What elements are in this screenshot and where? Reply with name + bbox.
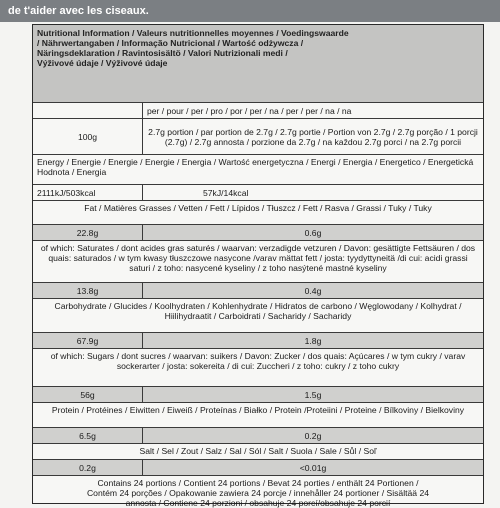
salt-per-100g: 0.2g <box>33 460 143 475</box>
protein-name: Protein / Protéines / Eiwitten / Eiweiß / Proteínas / Białko / Protein /Proteiini / Proteine / Bílkoviny / Bielkoviny <box>33 402 483 427</box>
footer-line: Contains 24 portions / Contient 24 portions / Bevat 24 porties / enthält 24 Portionen / <box>97 478 419 488</box>
sugars-per-portion: 1.5g <box>304 389 322 400</box>
footer-line: annosta / Contiene 24 porzioni / obsahuje 24 porcí/obsahuje 24 porcií <box>125 498 391 508</box>
per-left-cell <box>33 103 143 118</box>
energy-per-100g: 2111kJ/503kcal <box>33 185 143 200</box>
serving-size-row <box>33 118 483 154</box>
carbs-per-100g: 67.9g <box>33 333 143 348</box>
fat-per-portion: 0.6g <box>304 227 322 238</box>
protein-per-portion: 0.2g <box>304 430 322 441</box>
header-line: Výživové údaje / Výživové údaje <box>37 58 168 68</box>
sugars-name: of which: Sugars / dont sucres / waarvan: suikers / Davon: Zucker / dos quais: Açúcares / w tym cukry / varav sockerarter / josta: sokereita / di cui: Zuccheri / z toho: cukry / z toho cukry <box>33 348 483 386</box>
per-text: per / pour / per / pro / por / per / na / per / per / na / na <box>147 105 352 116</box>
saturates-per-portion: 0.4g <box>304 285 322 296</box>
per-row <box>33 102 483 118</box>
energy-per-portion: 57kJ/14kcal <box>203 187 249 198</box>
header-line: Nutritional Information / Valeurs nutritionnelles moyennes / Voedingswaarde <box>37 28 349 38</box>
sugars-values <box>33 386 483 402</box>
nutrition-table <box>32 24 484 508</box>
size-100g: 100g <box>33 119 143 154</box>
portions-footer <box>33 475 483 508</box>
header-line: / Nährwertangaben / Informação Nutricional / Wartość odżywcza / <box>37 38 304 48</box>
salt-name: Salt / Sel / Zout / Salz / Sal / Sól / Salt / Suola / Sale / Sůl / Soľ <box>33 443 483 459</box>
footer-line: Contém 24 porções / Opakowanie zawiera 24 porcje / innehåller 24 portioner / Sisältää 24 <box>86 488 430 498</box>
saturates-name: of which: Saturates / dont acides gras saturés / waarvan: verzadigde vetzuren / Davon: gesättigte Fettsäuren / dos quais: saturados / w tym kwasy tłuszczowe nasycone /varav mättat fett / josta: tyydyttyneitä /di cui: acidi grassi saturi / z toho: nasycené kyseliny / z toho nasýtené mastné kyseliny <box>33 240 483 282</box>
protein-per-100g: 6.5g <box>33 428 143 443</box>
carbs-values <box>33 332 483 348</box>
header-line: Näringsdeklaration / Ravintosisältö / Valori Nutrizionali medi / <box>37 48 288 58</box>
protein-values <box>33 427 483 443</box>
table-header <box>33 25 483 102</box>
energy-name: Energy / Energie / Energie / Energie / Energia / Wartość energetyczna / Energi / Energia / Energetico / Energetická Hodnota / Energia <box>33 154 483 184</box>
carbs-per-portion: 1.8g <box>304 335 322 346</box>
fat-per-100g: 22.8g <box>33 225 143 240</box>
size-portion: 2.7g portion / par portion de 2.7g / 2.7g portie / Portion von 2.7g / 2.7g porção / 1 porcji (2.7g) / 2.7g annosta / porzione da 2.7g / na každou 2.7g porci / na 2.7g porcii <box>148 126 478 147</box>
salt-per-portion: <0.01g <box>299 462 327 473</box>
fat-name: Fat / Matières Grasses / Vetten / Fett / Lípidos / Tłuszcz / Fett / Rasva / Grassi / Tuky / Tuky <box>33 200 483 224</box>
energy-values <box>33 184 483 200</box>
sugars-per-100g: 56g <box>33 387 143 402</box>
fat-values <box>33 224 483 240</box>
saturates-per-100g: 13.8g <box>33 283 143 298</box>
top-instruction-text: de t'aider avec les ciseaux. <box>0 0 500 22</box>
salt-values <box>33 459 483 475</box>
saturates-values <box>33 282 483 298</box>
carbs-name: Carbohydrate / Glucides / Koolhydraten / Kohlenhydrate / Hidratos de carbono / Węglowodany / Kolhydrat / Hiilihydraatit / Carboidrati / Sacharidy / Sacharidy <box>33 298 483 332</box>
